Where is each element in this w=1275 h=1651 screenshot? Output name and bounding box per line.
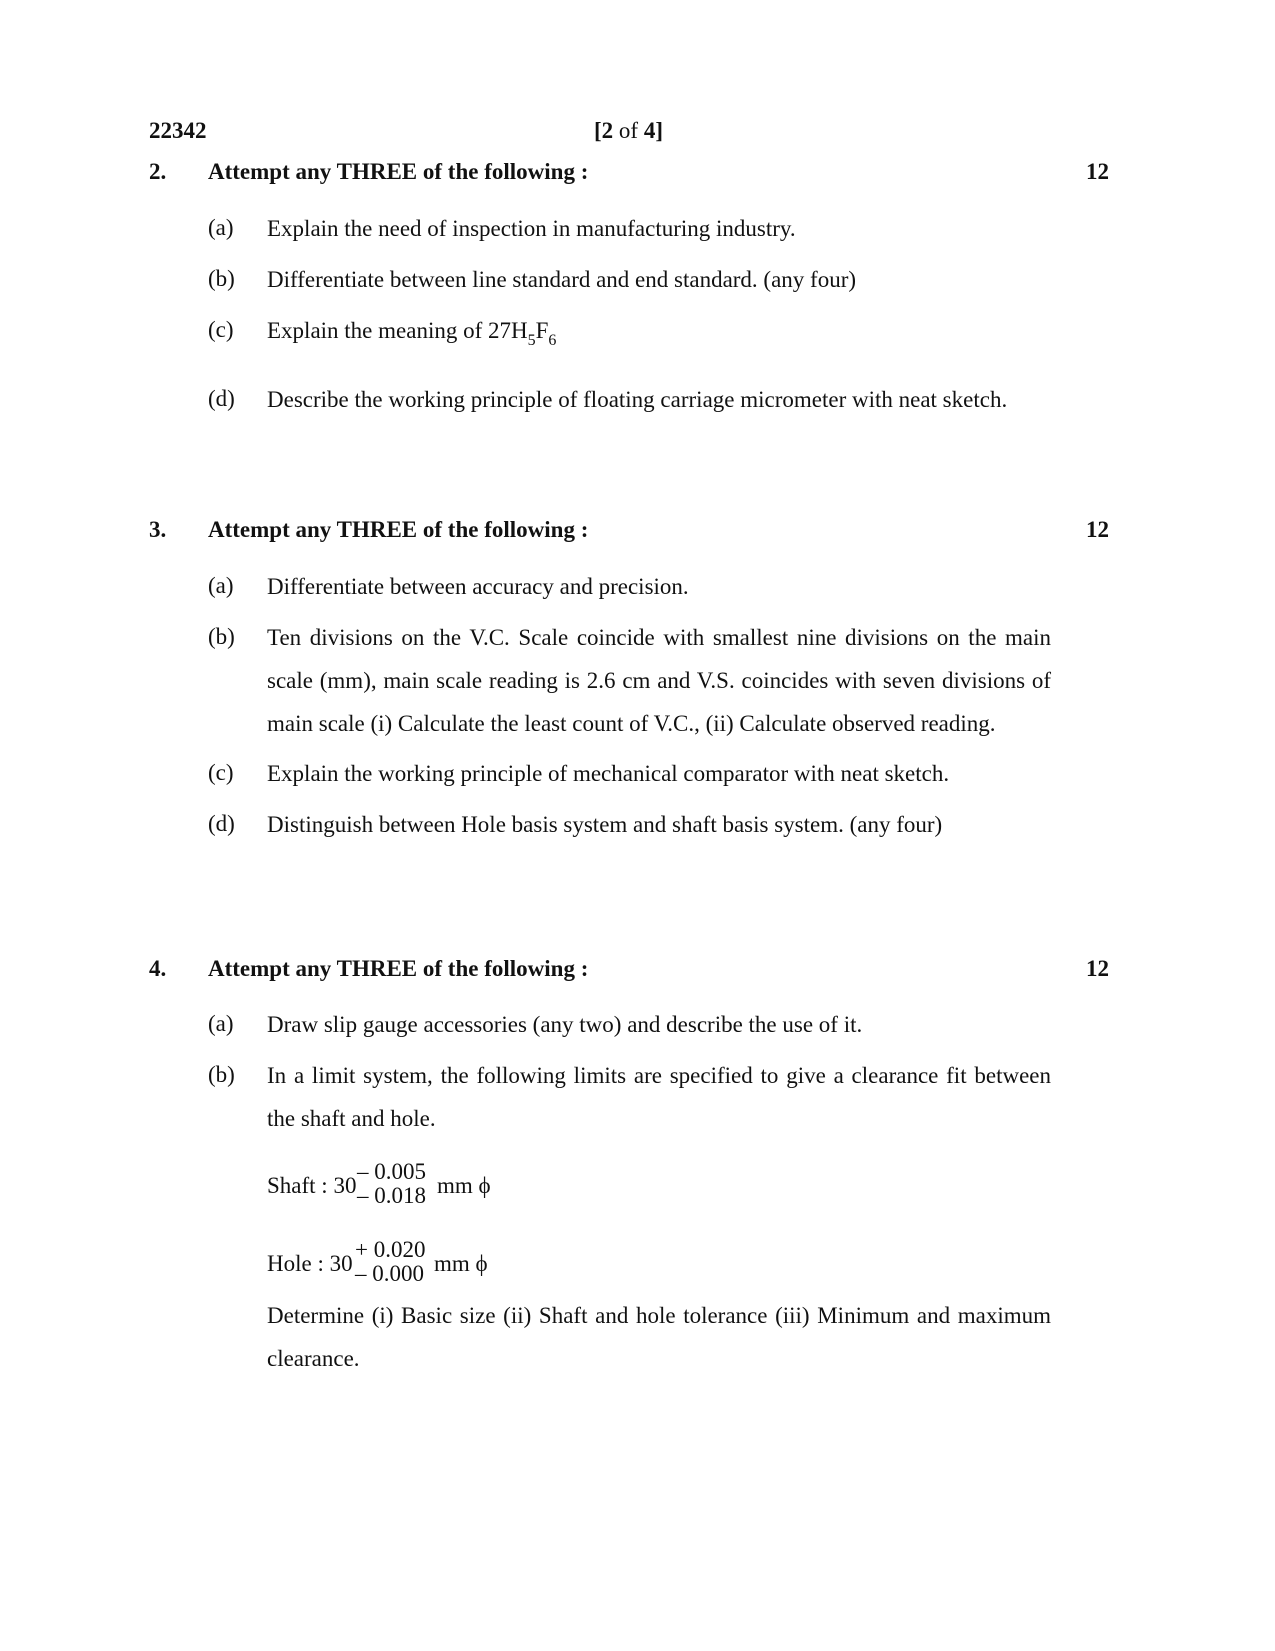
question-item xyxy=(208,378,1051,421)
item-text: Distinguish between Hole basis system and shaft basis system. (any four) xyxy=(267,812,943,837)
question-item xyxy=(208,265,1051,295)
item-label: (b) xyxy=(208,1062,235,1087)
shaft-limits xyxy=(267,1158,1109,1208)
subscript: 5 xyxy=(527,332,536,349)
paper-code: 22342 xyxy=(149,118,207,143)
question-title: Attempt any THREE of the following : xyxy=(208,956,589,981)
hole-lower-deviation: – 0.000 xyxy=(355,1261,424,1286)
question-marks: 12 xyxy=(1086,159,1109,184)
shaft-lower-deviation: – 0.018 xyxy=(357,1183,426,1208)
item-label: (a) xyxy=(208,215,234,240)
determine-text: Determine (i) Basic size (ii) Shaft and hole tolerance (iii) Minimum and maximum clearance. xyxy=(267,1303,1051,1371)
item-label: (b) xyxy=(208,266,235,291)
item-text: Draw slip gauge accessories (any two) and describe the use of it. xyxy=(267,1012,863,1037)
question-heading xyxy=(149,158,1109,188)
hole-unit: mm ϕ xyxy=(434,1251,488,1276)
question-heading xyxy=(149,955,1109,985)
question-item xyxy=(208,572,1051,602)
item-text: Explain the working principle of mechanical comparator with neat sketch. xyxy=(267,761,950,786)
item-label: (d) xyxy=(208,811,235,836)
question-4 xyxy=(149,955,1109,1380)
hole-limits xyxy=(267,1236,1109,1286)
item-label: (c) xyxy=(208,317,234,342)
question-2 xyxy=(149,158,1109,421)
question-item xyxy=(208,1054,1051,1140)
question-item xyxy=(208,316,1051,356)
subscript: 6 xyxy=(548,332,557,349)
question-number: 4. xyxy=(149,956,167,981)
question-title: Attempt any THREE of the following : xyxy=(208,159,589,184)
formula-text: Explain the meaning of 27H xyxy=(267,318,528,343)
item-label: (b) xyxy=(208,624,235,649)
item-text: Describe the working principle of floating carriage micrometer with neat sketch. xyxy=(267,387,1008,412)
shaft-label: Shaft : 30 xyxy=(267,1173,357,1198)
question-number: 3. xyxy=(149,517,167,542)
item-text: Differentiate between line standard and end standard. (any four) xyxy=(267,267,857,292)
item-label: (d) xyxy=(208,386,235,411)
question-marks: 12 xyxy=(1086,956,1109,981)
shaft-upper-deviation: – 0.005 xyxy=(357,1159,426,1184)
question-item xyxy=(208,759,1051,789)
question-item xyxy=(208,1010,1051,1040)
item-text: Ten divisions on the V.C. Scale coincide with smallest nine divisions on the main scale (mm), main scale reading is 2.6 cm and V.S. coincides with seven divisions of main scale (i) Calculate the least count of V.C., (ii) Calculate observed reading. xyxy=(267,625,1051,736)
question-item xyxy=(208,616,1051,745)
question-title: Attempt any THREE of the following : xyxy=(208,517,589,542)
formula-text: F xyxy=(535,318,549,343)
page-current: [2 xyxy=(594,118,614,143)
item-label: (a) xyxy=(208,573,234,598)
question-marks: 12 xyxy=(1086,517,1109,542)
item-text xyxy=(267,316,1051,356)
item-text: In a limit system, the following limits are specified to give a clearance fit between the shaft and hole. xyxy=(267,1063,1051,1131)
item-text: Differentiate between accuracy and precision. xyxy=(267,574,689,599)
question-item xyxy=(208,214,1051,244)
question-3 xyxy=(149,516,1109,840)
item-label: (c) xyxy=(208,760,234,785)
page-number xyxy=(594,117,663,146)
hole-label: Hole : 30 xyxy=(267,1251,353,1276)
item-text: Explain the need of inspection in manufacturing industry. xyxy=(267,216,796,241)
question-heading xyxy=(149,516,1109,546)
item-label: (a) xyxy=(208,1011,234,1036)
shaft-unit: mm ϕ xyxy=(437,1173,491,1198)
page-total: 4] xyxy=(643,118,664,143)
hole-upper-deviation: + 0.020 xyxy=(355,1237,426,1262)
question-item xyxy=(208,810,1051,840)
page-of: of xyxy=(613,118,644,143)
question-number: 2. xyxy=(149,159,167,184)
